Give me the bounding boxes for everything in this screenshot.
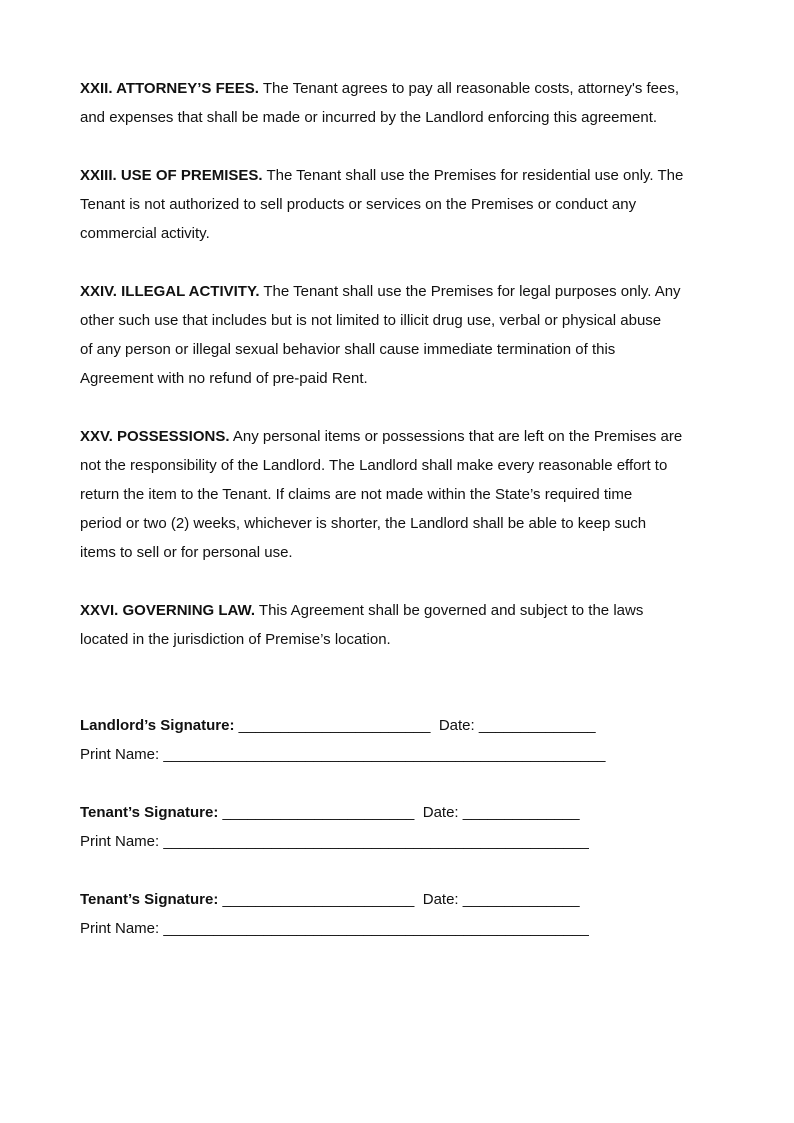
clause-governing-law <box>80 596 720 654</box>
signature-section <box>80 711 720 972</box>
clause-body: The Tenant shall use the Premises for legal purposes only. Any other such use that includes but is not limited to illicit drug use, verbal or physical abuse of any person or illegal sexual behavior shall cause immediate termination of this Agreement with no refund of pre-paid Rent. <box>80 283 681 387</box>
tenant-signature-block <box>80 885 720 943</box>
clause-heading: XXV. POSSESSIONS. <box>80 428 230 445</box>
tenant-signature-block <box>80 798 720 856</box>
tenant-signature-line <box>80 885 720 914</box>
date-field: Date: ______________ <box>422 891 580 908</box>
landlord-signature-block <box>80 711 720 769</box>
clause-heading: XXIII. USE OF PREMISES. <box>80 167 263 184</box>
clause-body: This Agreement shall be governed and subject to the laws located in the jurisdiction of Premise’s location. <box>80 602 644 648</box>
clause-heading: XXII. ATTORNEY’S FEES. <box>80 80 259 97</box>
signature-blank: _______________________ <box>218 891 423 908</box>
clause-heading: XXVI. GOVERNING LAW. <box>80 602 256 619</box>
landlord-print-name-line: Print Name: _____________________________________________________ <box>80 746 606 763</box>
signature-label: Landlord’s Signature: <box>80 717 235 734</box>
signature-blank: _______________________ <box>234 717 439 734</box>
clause-illegal-activity <box>80 277 720 393</box>
landlord-signature-line <box>80 711 720 740</box>
date-field: Date: ______________ <box>422 804 580 821</box>
clause-body: The Tenant agrees to pay all reasonable costs, attorney's fees, and expenses that shall be made or incurred by the Landlord enforcing this agreement. <box>80 80 680 126</box>
signature-label: Tenant’s Signature: <box>80 891 219 908</box>
clause-heading: XXIV. ILLEGAL ACTIVITY. <box>80 283 260 300</box>
clause-body: The Tenant shall use the Premises for residential use only. The Tenant is not authorized to sell products or services on the Premises or conduct any commercial activity. <box>80 167 684 242</box>
tenant-print-name-line: Print Name: ___________________________________________________ <box>80 833 589 850</box>
signature-label: Tenant’s Signature: <box>80 804 219 821</box>
clauses-section <box>80 74 720 683</box>
tenant-signature-line <box>80 798 720 827</box>
clause-body: Any personal items or possessions that are left on the Premises are not the responsibility of the Landlord. The Landlord shall make every reasonable effort to return the item to the Tenant. If claims are not made within the State’s required time period or two (2) weeks, whichever is shorter, the Landlord shall be able to keep such items to sell or for personal use. <box>80 428 683 561</box>
clause-use-of-premises <box>80 161 720 248</box>
clause-attorneys-fees <box>80 74 720 132</box>
date-field: Date: ______________ <box>438 717 596 734</box>
clause-possessions <box>80 422 720 567</box>
signature-blank: _______________________ <box>218 804 423 821</box>
tenant-print-name-line: Print Name: ___________________________________________________ <box>80 920 589 937</box>
